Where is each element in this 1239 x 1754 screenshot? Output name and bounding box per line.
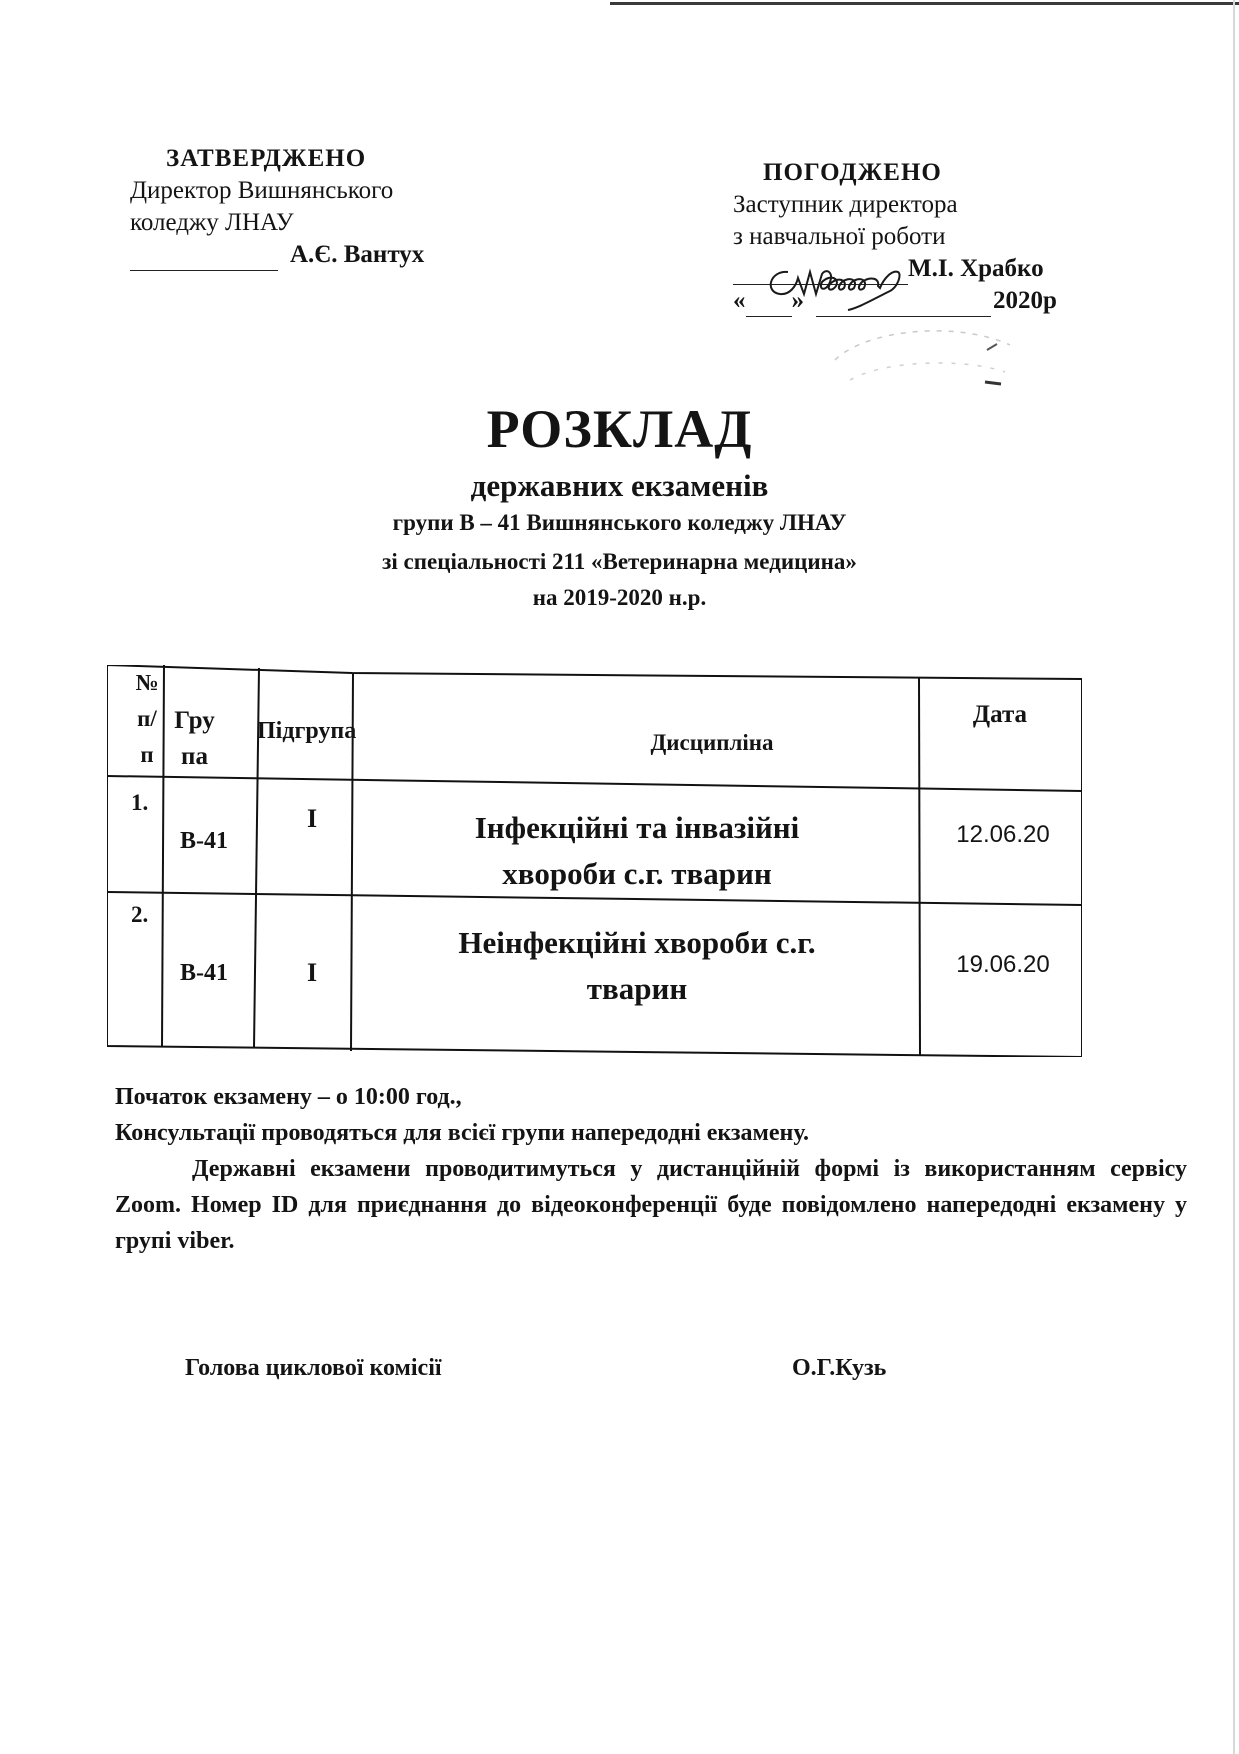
document-subtitle: державних екзаменів xyxy=(470,468,769,503)
approval-position-line1: Директор Вишнянського xyxy=(130,177,394,204)
row-1-number: 1. xyxy=(131,790,149,815)
approval-signatory: А.Є. Вантух xyxy=(290,241,425,268)
header-number-line1: № xyxy=(135,670,159,695)
note-start-time: Початок екзамену – о 10:00 год., xyxy=(115,1084,462,1110)
schedule-table xyxy=(107,665,1082,1057)
agreement-position-line2: з навчальної роботи xyxy=(733,223,946,250)
scan-edge-top xyxy=(610,2,1239,5)
row-1-subgroup: I xyxy=(307,804,318,833)
approval-signature-line xyxy=(130,239,490,271)
scan-edge-right xyxy=(1233,0,1235,1754)
header-group-line2: па xyxy=(181,743,208,770)
document-specialty-line: зі спеціальності 211 «Ветеринарна медицина» xyxy=(382,549,857,574)
document-year-line: на 2019-2020 н.р. xyxy=(532,585,707,610)
row-2-group: В-41 xyxy=(180,960,228,986)
header-number-line2: п/ xyxy=(137,706,157,731)
header-number xyxy=(127,665,167,773)
row-2-number: 2. xyxy=(131,902,149,927)
notes-block xyxy=(115,1079,1187,1259)
header-discipline: Дисципліна xyxy=(650,730,774,755)
row-1-discipline-line2: хвороби с.г. тварин xyxy=(502,856,772,891)
agreement-signatory: М.І. Храбко xyxy=(908,255,1044,282)
faint-stamp xyxy=(815,300,1025,400)
header-subgroup: Підгрупа xyxy=(257,718,357,744)
row-2-discipline xyxy=(417,920,857,1012)
header-number-line3: п xyxy=(140,742,154,767)
header-group xyxy=(167,703,222,775)
agreement-year: 2020р xyxy=(993,287,1057,314)
note-remote-exam: Державні екзамени проводитимуться у дистанційній формі із використанням сервісу Zoom. Номер ID для приєднання до відеоконференції буде повідомлено напередодні екзамену у групі viber. xyxy=(115,1156,1187,1254)
row-1-discipline xyxy=(417,805,857,897)
row-2-discipline-line1: Неінфекційні хвороби с.г. xyxy=(458,925,816,960)
approval-block xyxy=(130,143,490,271)
agreement-heading: ПОГОДЖЕНО xyxy=(763,159,942,186)
header-date: Дата xyxy=(972,701,1028,728)
row-1-date: 12.06.20 xyxy=(956,821,1050,848)
approval-heading: ЗАТВЕРДЖЕНО xyxy=(166,145,367,172)
row-2-discipline-line2: тварин xyxy=(586,971,688,1006)
row-1-group: В-41 xyxy=(180,828,228,854)
date-open-quote: « xyxy=(733,287,746,314)
footer-name: О.Г.Кузь xyxy=(792,1355,887,1381)
note-consultations: Консультації проводяться для всієї групи напередодні екзамену. xyxy=(115,1120,809,1146)
document-group-line: групи В – 41 Вишнянського коледжу ЛНАУ xyxy=(392,510,847,535)
row-2-subgroup: I xyxy=(307,958,318,987)
row-1-discipline-line1: Інфекційні та інвазійні xyxy=(474,810,800,845)
row-2-date: 19.06.20 xyxy=(956,951,1050,978)
date-close-quote: » xyxy=(791,287,804,314)
document-title: РОЗКЛАД xyxy=(486,399,753,459)
footer-role: Голова циклової комісії xyxy=(185,1355,442,1381)
signature-blank xyxy=(130,246,278,271)
approval-position-line2: коледжу ЛНАУ xyxy=(130,209,294,236)
header-group-line1: Гру xyxy=(174,707,215,734)
agreement-position-line1: Заступник директора xyxy=(733,191,958,218)
